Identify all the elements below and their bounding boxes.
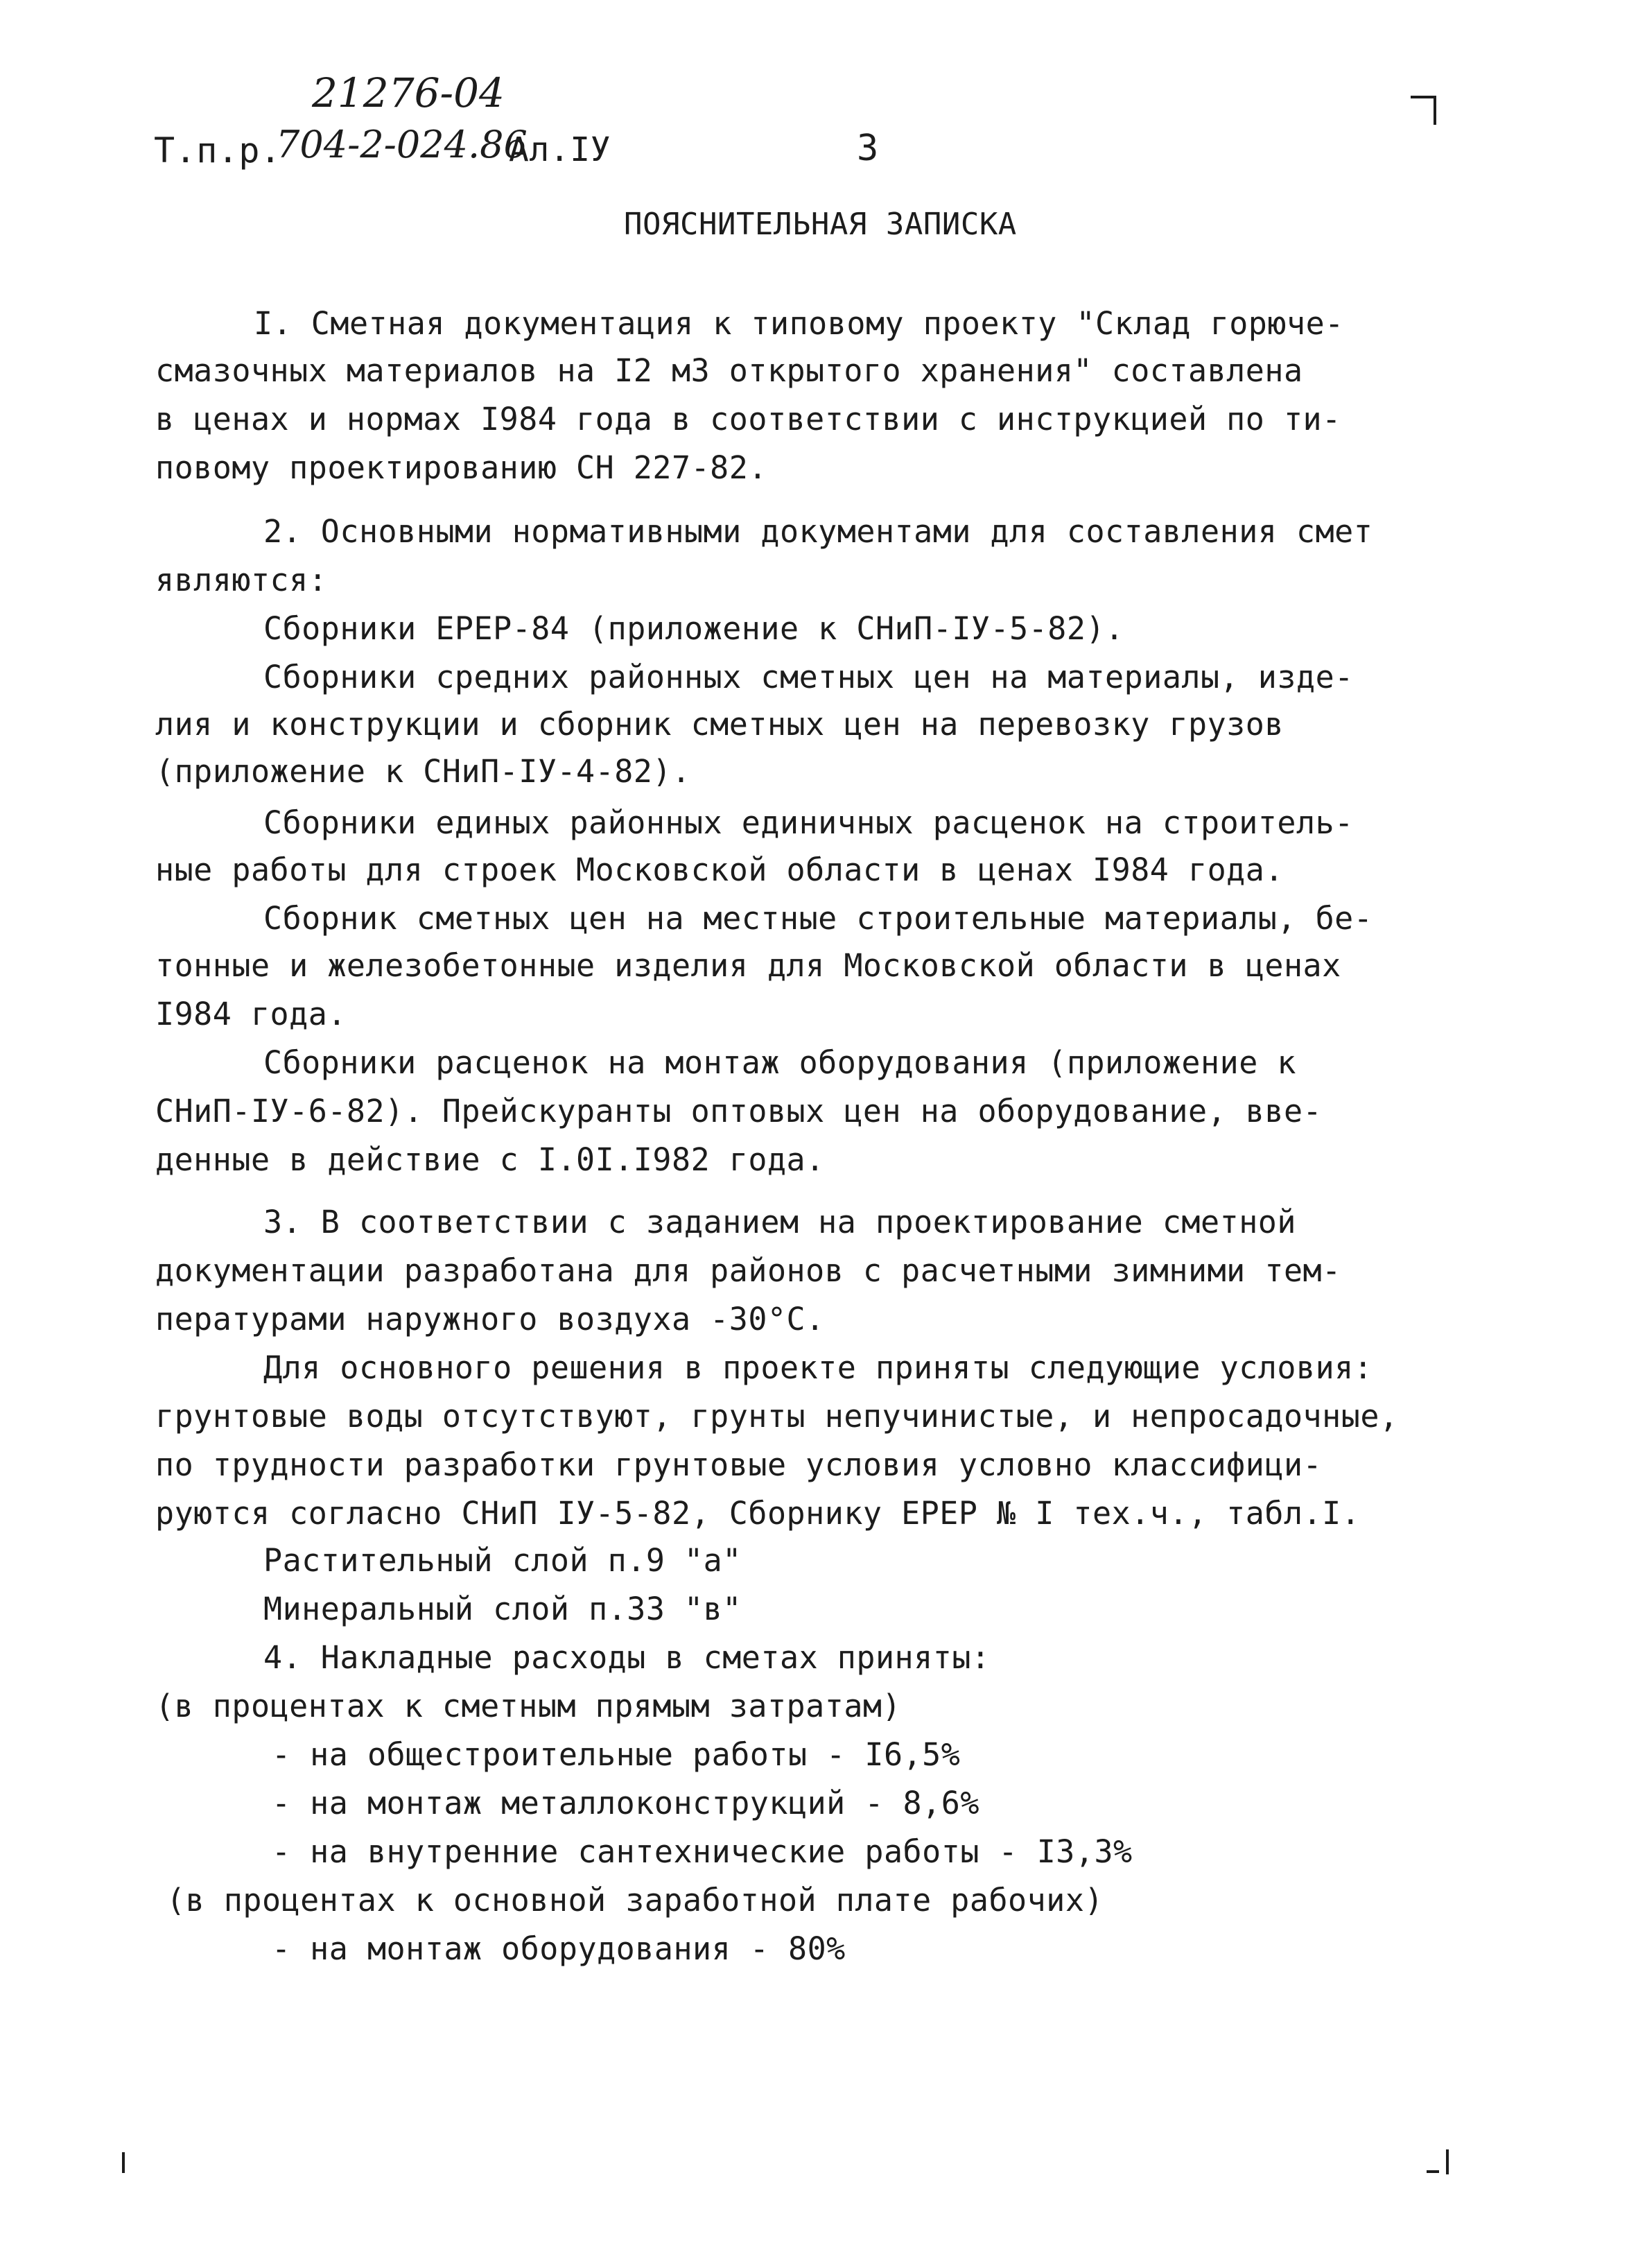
- p2-line-8: ные работы для строек Московской области в ценах I984 года.: [155, 851, 1284, 888]
- p4-line-5: - на внутренние сантехнические работы - I3,3%: [272, 1833, 1133, 1870]
- p2-line-10: тонные и железобетонные изделия для Московской области в ценах: [155, 947, 1341, 984]
- project-prefix: Т.п.р.: [154, 130, 281, 171]
- p3-line-1: 3. В соответствии с заданием на проектирование сметной: [263, 1204, 1296, 1240]
- album-number: Ал.IУ: [509, 130, 611, 169]
- p3-line-4: Для основного решения в проекте приняты следующие условия:: [263, 1349, 1373, 1386]
- p2-line-5: лия и конструкции и сборник сметных цен на перевозку грузов: [155, 706, 1284, 743]
- p4-line-4: - на монтаж металлоконструкций - 8,6%: [272, 1785, 979, 1821]
- p2-line-4: Сборники средних районных сметных цен на материалы, изде-: [263, 659, 1354, 695]
- p2-line-11: I984 года.: [155, 996, 347, 1032]
- p4-line-6: (в процентах к основной заработной плате рабочих): [166, 1882, 1104, 1919]
- p2-line-13: СНиП-IУ-6-82). Прейскуранты оптовых цен на оборудование, вве-: [155, 1093, 1323, 1129]
- document-title: ПОЯСНИТЕЛЬНАЯ ЗАПИСКА: [624, 207, 1017, 242]
- p2-line-9: Сборник сметных цен на местные строительные материалы, бе-: [263, 900, 1373, 937]
- p2-line-14: денные в действие с I.0I.I982 года.: [155, 1141, 825, 1178]
- p3-line-7: руются согласно СНиП IУ-5-82, Сборнику ЕРЕР № I тех.ч., табл.I.: [155, 1495, 1361, 1532]
- corner-mark-top-right: [1411, 96, 1436, 98]
- corner-mark-bottom-right: [1446, 2149, 1449, 2174]
- p2-line-12: Сборники расценок на монтаж оборудования (приложение к: [263, 1044, 1296, 1081]
- p1-line-2: смазочных материалов на I2 м3 открытого хранения" составлена: [155, 352, 1303, 389]
- p4-line-3: - на общестроительные работы - I6,5%: [272, 1736, 961, 1773]
- p3-line-6: по трудности разработки грунтовые условия условно классифици-: [155, 1446, 1323, 1483]
- p3-line-2: документации разработана для районов с расчетными зимними тем-: [155, 1252, 1341, 1289]
- p2-line-2: являются:: [155, 562, 328, 598]
- p4-line-2: (в процентах к сметным прямым затратам): [155, 1688, 902, 1724]
- project-code: 704-2-024.86: [276, 123, 528, 166]
- p3-line-5: грунтовые воды отсутствуют, грунты непучинистые, и непросадочные,: [155, 1398, 1399, 1435]
- p2-line-1: 2. Основными нормативными документами для составления смет: [263, 513, 1373, 550]
- p1-line-3: в ценах и нормах I984 года в соответствии с инструкцией по ти-: [155, 401, 1341, 438]
- page-number: 3: [857, 128, 879, 169]
- p3-line-3: пературами наружного воздуха -30°С.: [155, 1301, 825, 1338]
- p3-line-8: Растительный слой п.9 "а": [263, 1542, 742, 1579]
- p2-line-6: (приложение к СНиП-IУ-4-82).: [155, 753, 691, 790]
- p1-line-1: I. Сметная документация к типовому проекту "Склад горюче-: [254, 305, 1344, 342]
- handwritten-archive-number: 21276-04: [312, 69, 505, 116]
- p2-line-3: Сборники ЕРЕР-84 (приложение к СНиП-IУ-5-82).: [263, 610, 1124, 647]
- corner-mark-top-right-vertical: [1434, 96, 1436, 125]
- p1-line-4: повому проектированию СН 227-82.: [155, 449, 767, 486]
- p4-line-1: 4. Накладные расходы в сметах приняты:: [263, 1639, 991, 1676]
- p2-line-7: Сборники единых районных единичных расценок на строитель-: [263, 804, 1354, 841]
- p3-line-9: Минеральный слой п.33 "в": [263, 1591, 742, 1627]
- corner-mark-bottom-left: [122, 2152, 125, 2173]
- p4-line-7: - на монтаж оборудования - 80%: [272, 1930, 846, 1967]
- corner-mark-bottom-right-dash: [1427, 2170, 1439, 2173]
